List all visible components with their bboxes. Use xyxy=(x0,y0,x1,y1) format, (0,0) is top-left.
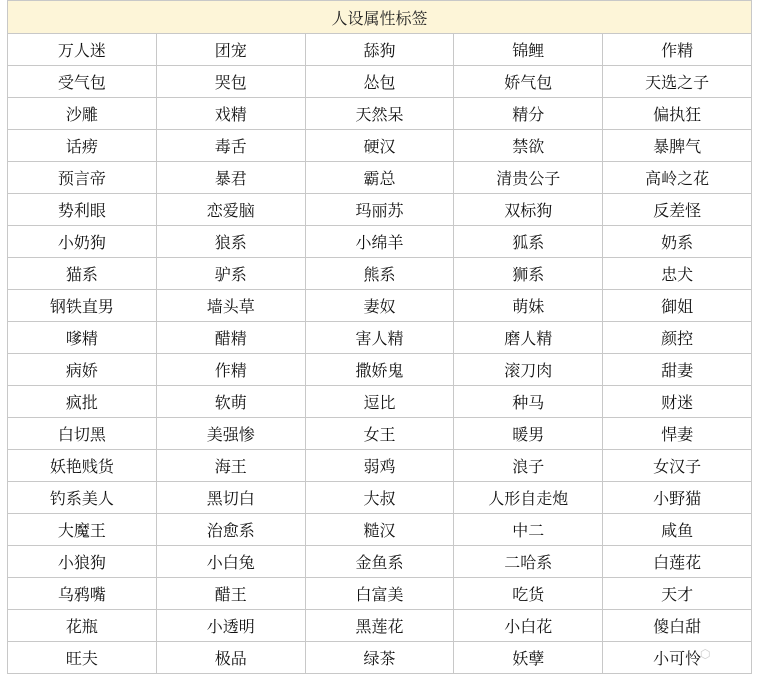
table-cell[interactable]: 大叔 xyxy=(305,482,454,514)
table-row xyxy=(8,642,752,674)
table-cell[interactable]: 暖男 xyxy=(454,418,603,450)
table-cell[interactable]: 乌鸦嘴 xyxy=(8,578,157,610)
table-cell[interactable]: 玛丽苏 xyxy=(305,194,454,226)
table-row xyxy=(8,98,752,130)
table-cell[interactable]: 小狼狗 xyxy=(8,546,157,578)
table-cell[interactable]: 预言帝 xyxy=(8,162,157,194)
table-cell[interactable]: 奶系 xyxy=(603,226,752,258)
table-cell[interactable]: 弱鸡 xyxy=(305,450,454,482)
table-cell[interactable]: 墙头草 xyxy=(156,290,305,322)
table-cell[interactable]: 势利眼 xyxy=(8,194,157,226)
table-cell[interactable]: 双标狗 xyxy=(454,194,603,226)
title-row xyxy=(8,1,752,34)
table-cell[interactable]: 财迷 xyxy=(603,386,752,418)
table-cell[interactable]: 精分 xyxy=(454,98,603,130)
table-cell[interactable]: 小绵羊 xyxy=(305,226,454,258)
table-cell[interactable]: 驴系 xyxy=(156,258,305,290)
table-cell[interactable]: 小白花 xyxy=(454,610,603,642)
table-row xyxy=(8,482,752,514)
table-cell[interactable]: 醋精 xyxy=(156,322,305,354)
table-row xyxy=(8,194,752,226)
table-cell[interactable]: 熊系 xyxy=(305,258,454,290)
table-row xyxy=(8,546,752,578)
table-row xyxy=(8,418,752,450)
table-cell[interactable]: 小野猫 xyxy=(603,482,752,514)
table-cell[interactable]: 大魔王 xyxy=(8,514,157,546)
table-cell[interactable]: 毒舌 xyxy=(156,130,305,162)
table-cell[interactable]: 怂包 xyxy=(305,66,454,98)
table-cell[interactable]: 白莲花 xyxy=(603,546,752,578)
table-cell[interactable]: 萌妹 xyxy=(454,290,603,322)
table-cell[interactable]: 害人精 xyxy=(305,322,454,354)
table-cell[interactable]: 小可怜 xyxy=(603,642,752,674)
table-cell[interactable]: 暴脾气 xyxy=(603,130,752,162)
table-cell[interactable]: 醋王 xyxy=(156,578,305,610)
persona-tags-table xyxy=(7,0,752,674)
table-cell[interactable]: 白富美 xyxy=(305,578,454,610)
table-row xyxy=(8,130,752,162)
table-cell[interactable]: 软萌 xyxy=(156,386,305,418)
table-cell[interactable]: 女汉子 xyxy=(603,450,752,482)
table-cell[interactable]: 吃货 xyxy=(454,578,603,610)
table-cell[interactable]: 滚刀肉 xyxy=(454,354,603,386)
table-cell[interactable]: 妻奴 xyxy=(305,290,454,322)
table-cell[interactable]: 钓系美人 xyxy=(8,482,157,514)
table-row xyxy=(8,514,752,546)
table-title[interactable]: 人设属性标签 xyxy=(8,1,752,34)
table-cell[interactable]: 甜妻 xyxy=(603,354,752,386)
table-cell[interactable]: 傻白甜 xyxy=(603,610,752,642)
table-cell[interactable]: 磨人精 xyxy=(454,322,603,354)
table-cell[interactable]: 天才 xyxy=(603,578,752,610)
table-cell[interactable]: 旺夫 xyxy=(8,642,157,674)
table-cell[interactable]: 戏精 xyxy=(156,98,305,130)
table-cell[interactable]: 高岭之花 xyxy=(603,162,752,194)
table-row xyxy=(8,162,752,194)
table-row xyxy=(8,258,752,290)
table-cell[interactable]: 浪子 xyxy=(454,450,603,482)
table-cell[interactable]: 话痨 xyxy=(8,130,157,162)
table-row xyxy=(8,578,752,610)
table-cell[interactable]: 小透明 xyxy=(156,610,305,642)
table-cell[interactable]: 悍妻 xyxy=(603,418,752,450)
table-cell[interactable]: 作精 xyxy=(603,34,752,66)
table-cell[interactable]: 二哈系 xyxy=(454,546,603,578)
table-cell[interactable]: 撒娇鬼 xyxy=(305,354,454,386)
spreadsheet-table-container xyxy=(7,0,752,674)
table-cell[interactable]: 美强惨 xyxy=(156,418,305,450)
table-row xyxy=(8,290,752,322)
table-cell[interactable]: 狮系 xyxy=(454,258,603,290)
table-cell[interactable]: 反差怪 xyxy=(603,194,752,226)
table-cell[interactable]: 绿茶 xyxy=(305,642,454,674)
table-cell[interactable]: 小白兔 xyxy=(156,546,305,578)
table-cell[interactable]: 疯批 xyxy=(8,386,157,418)
table-cell[interactable]: 中二 xyxy=(454,514,603,546)
table-cell[interactable]: 天选之子 xyxy=(603,66,752,98)
table-cell[interactable]: 清贵公子 xyxy=(454,162,603,194)
table-row xyxy=(8,386,752,418)
table-cell[interactable]: 钢铁直男 xyxy=(8,290,157,322)
table-cell[interactable]: 舔狗 xyxy=(305,34,454,66)
table-cell[interactable]: 沙雕 xyxy=(8,98,157,130)
table-cell[interactable]: 娇气包 xyxy=(454,66,603,98)
table-cell[interactable]: 病娇 xyxy=(8,354,157,386)
table-cell[interactable]: 嗲精 xyxy=(8,322,157,354)
table-cell[interactable]: 糙汉 xyxy=(305,514,454,546)
table-cell[interactable]: 恋爱脑 xyxy=(156,194,305,226)
table-body xyxy=(8,34,752,674)
table-cell[interactable]: 女王 xyxy=(305,418,454,450)
table-cell[interactable]: 锦鲤 xyxy=(454,34,603,66)
table-cell[interactable]: 霸总 xyxy=(305,162,454,194)
table-row xyxy=(8,34,752,66)
table-row xyxy=(8,226,752,258)
table-cell[interactable]: 万人迷 xyxy=(8,34,157,66)
table-cell[interactable]: 金鱼系 xyxy=(305,546,454,578)
table-cell[interactable]: 白切黑 xyxy=(8,418,157,450)
table-cell[interactable]: 偏执狂 xyxy=(603,98,752,130)
table-row xyxy=(8,322,752,354)
table-cell[interactable]: 黑莲花 xyxy=(305,610,454,642)
table-cell[interactable]: 逗比 xyxy=(305,386,454,418)
table-cell[interactable]: 暴君 xyxy=(156,162,305,194)
table-cell[interactable]: 治愈系 xyxy=(156,514,305,546)
table-cell[interactable]: 种马 xyxy=(454,386,603,418)
table-cell[interactable]: 御姐 xyxy=(603,290,752,322)
table-cell[interactable]: 作精 xyxy=(156,354,305,386)
table-cell[interactable]: 海王 xyxy=(156,450,305,482)
table-cell[interactable]: 颜控 xyxy=(603,322,752,354)
table-cell[interactable]: 妖艳贱货 xyxy=(8,450,157,482)
table-cell[interactable]: 黑切白 xyxy=(156,482,305,514)
table-cell[interactable]: 妖孽 xyxy=(454,642,603,674)
watermark-logo: ⬡ xyxy=(700,647,711,661)
table-cell[interactable]: 人形自走炮 xyxy=(454,482,603,514)
table-cell[interactable]: 哭包 xyxy=(156,66,305,98)
table-cell[interactable]: 狐系 xyxy=(454,226,603,258)
table-row xyxy=(8,610,752,642)
table-cell[interactable]: 禁欲 xyxy=(454,130,603,162)
table-cell[interactable]: 狼系 xyxy=(156,226,305,258)
table-cell[interactable]: 花瓶 xyxy=(8,610,157,642)
table-cell[interactable]: 小奶狗 xyxy=(8,226,157,258)
table-row xyxy=(8,450,752,482)
table-cell[interactable]: 忠犬 xyxy=(603,258,752,290)
table-cell[interactable]: 极品 xyxy=(156,642,305,674)
table-row xyxy=(8,66,752,98)
table-cell[interactable]: 天然呆 xyxy=(305,98,454,130)
table-cell[interactable]: 团宠 xyxy=(156,34,305,66)
table-cell[interactable]: 硬汉 xyxy=(305,130,454,162)
table-cell[interactable]: 咸鱼 xyxy=(603,514,752,546)
table-cell[interactable]: 猫系 xyxy=(8,258,157,290)
table-row xyxy=(8,354,752,386)
table-cell[interactable]: 受气包 xyxy=(8,66,157,98)
